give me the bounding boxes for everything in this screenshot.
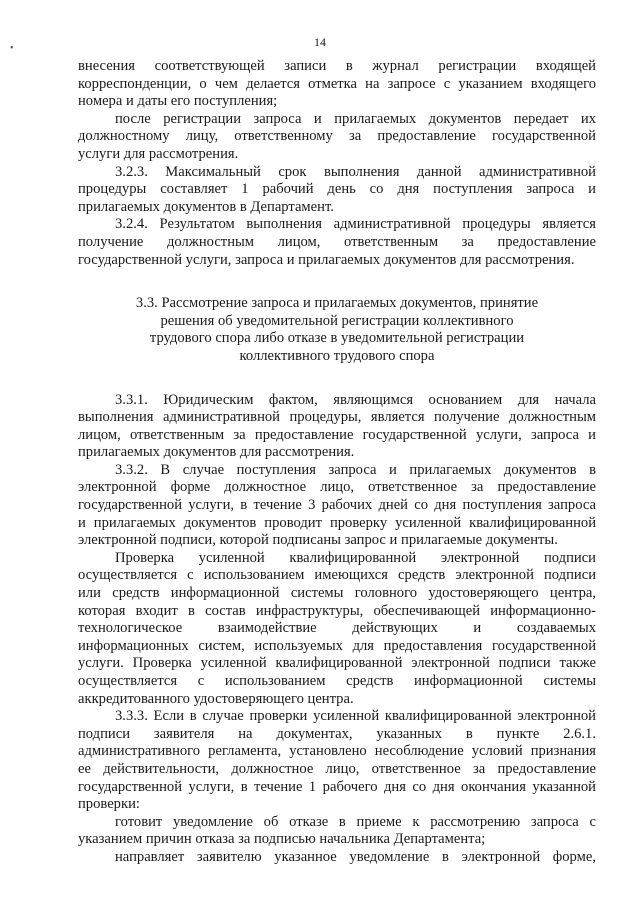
paragraph-3-3-2 xyxy=(78,462,596,550)
text-line: корреспонденции, о чем делается отметка на запросе с указанием входящего xyxy=(78,75,596,92)
text-line: проверки: xyxy=(78,796,140,813)
text-line: внесения соответствующей записи в журнал регистрации входящей xyxy=(78,58,596,74)
paragraph-prepare-notice xyxy=(78,814,596,849)
text-line: прилагаемых документов в Департамент. xyxy=(78,198,334,215)
document-body xyxy=(78,58,596,867)
heading-line: трудового спора либо отказе в уведомительной регистрации xyxy=(149,330,525,347)
text-line: электронной форме должностное лицо, ответственное за предоставление xyxy=(78,479,596,496)
text-line: Проверка усиленной квалифицированной электронной подписи xyxy=(115,549,596,566)
text-line: готовит уведомление об отказе в приеме к рассмотрению запроса с xyxy=(115,813,596,830)
text-line: направляет заявителю указанное уведомление в электронной форме, xyxy=(115,848,596,865)
text-line: выполнения административной процедуры, является получение должностным xyxy=(78,409,596,426)
text-line: информационных систем, используемых для предоставления государственной xyxy=(78,637,596,654)
paragraph-3-2-3 xyxy=(78,164,596,217)
text-line: осуществляется с использованием имеющихся средств электронной подписи xyxy=(78,567,596,584)
text-line: получение должностным лицом, ответственным за предоставление xyxy=(78,233,596,250)
text-line: административного регламента, установлено несоблюдение условий признания xyxy=(78,743,596,760)
text-line: или средств информационной системы головного удостоверяющего центра, xyxy=(78,585,596,602)
heading-line: 3.3. Рассмотрение запроса и прилагаемых документов, принятие xyxy=(135,295,539,312)
text-line: государственной услуги, в течение 3 рабочих дней со дня поступления запроса xyxy=(78,497,596,514)
text-line: электронной подписи, которой подписаны запрос и прилагаемые документы. xyxy=(78,532,558,549)
page-number: 14 xyxy=(314,35,326,49)
section-heading-3-3 xyxy=(78,295,596,365)
text-line: услуги для рассмотрения. xyxy=(78,145,239,162)
paragraph-send-notice xyxy=(78,849,596,867)
text-line: лицом, ответственным за предоставление государственной услуги, запроса и xyxy=(78,426,596,443)
text-line: 3.3.3. Если в случае проверки усиленной квалифицированной электронной xyxy=(115,708,596,725)
text-line: 3.2.4. Результатом выполнения административной процедуры является xyxy=(115,216,596,233)
text-line: государственной услуги, запроса и прилагаемых документов для рассмотрения. xyxy=(78,251,575,268)
text-line: и прилагаемых документов проводит проверку усиленной квалифицированной xyxy=(78,514,596,531)
text-line: 3.2.3. Максимальный срок выполнения данной административной xyxy=(115,163,596,180)
text-line: подписи заявителя на документах, указанных в пункте 2.6.1. xyxy=(78,725,596,742)
paragraph-3-3-3 xyxy=(78,708,596,814)
paragraph-3-3-1 xyxy=(78,392,596,462)
text-line: 3.3.1. Юридическим фактом, являющимся основанием для начала xyxy=(115,391,596,408)
corner-mark: • xyxy=(10,43,14,54)
text-line: технологическое взаимодействие действующих и создаваемых xyxy=(78,620,596,637)
text-line: после регистрации запроса и прилагаемых документов передает их xyxy=(115,110,596,127)
text-line: должностному лицу, ответственному за предоставление государственной xyxy=(78,128,596,145)
text-line: услуги. Проверка усиленной квалифицированной электронной подписи также xyxy=(78,655,596,672)
heading-line: коллективного трудового спора xyxy=(239,347,435,364)
paragraph-3-2-4 xyxy=(78,216,596,269)
paragraph-signature-check xyxy=(78,550,596,708)
text-line: осуществляется с использованием средств информационной системы xyxy=(78,673,596,689)
paragraph-registration-continuation xyxy=(78,58,596,111)
text-line: прилагаемых документов для рассмотрения. xyxy=(78,444,355,461)
text-line: номера и даты его поступления; xyxy=(78,93,278,110)
text-line: процедуры составляет 1 рабочий день со дня поступления запроса и xyxy=(78,181,596,198)
text-line: аккредитованного удостоверяющего центра. xyxy=(78,690,354,707)
text-line: которая входит в состав инфраструктуры, обеспечивающей информационно- xyxy=(78,602,596,619)
paragraph-transfer-documents xyxy=(78,111,596,164)
heading-line: решения об уведомительной регистрации коллективного xyxy=(160,312,514,329)
text-line: указанием причин отказа за подписью начальника Департамента; xyxy=(78,831,486,848)
text-line: 3.3.2. В случае поступления запроса и прилагаемых документов в xyxy=(115,461,596,478)
text-line: ее действительности, должностное лицо, ответственное за предоставление xyxy=(78,760,596,777)
text-line: государственной услуги, в течение 1 рабочего дня со дня окончания указанной xyxy=(78,778,596,795)
